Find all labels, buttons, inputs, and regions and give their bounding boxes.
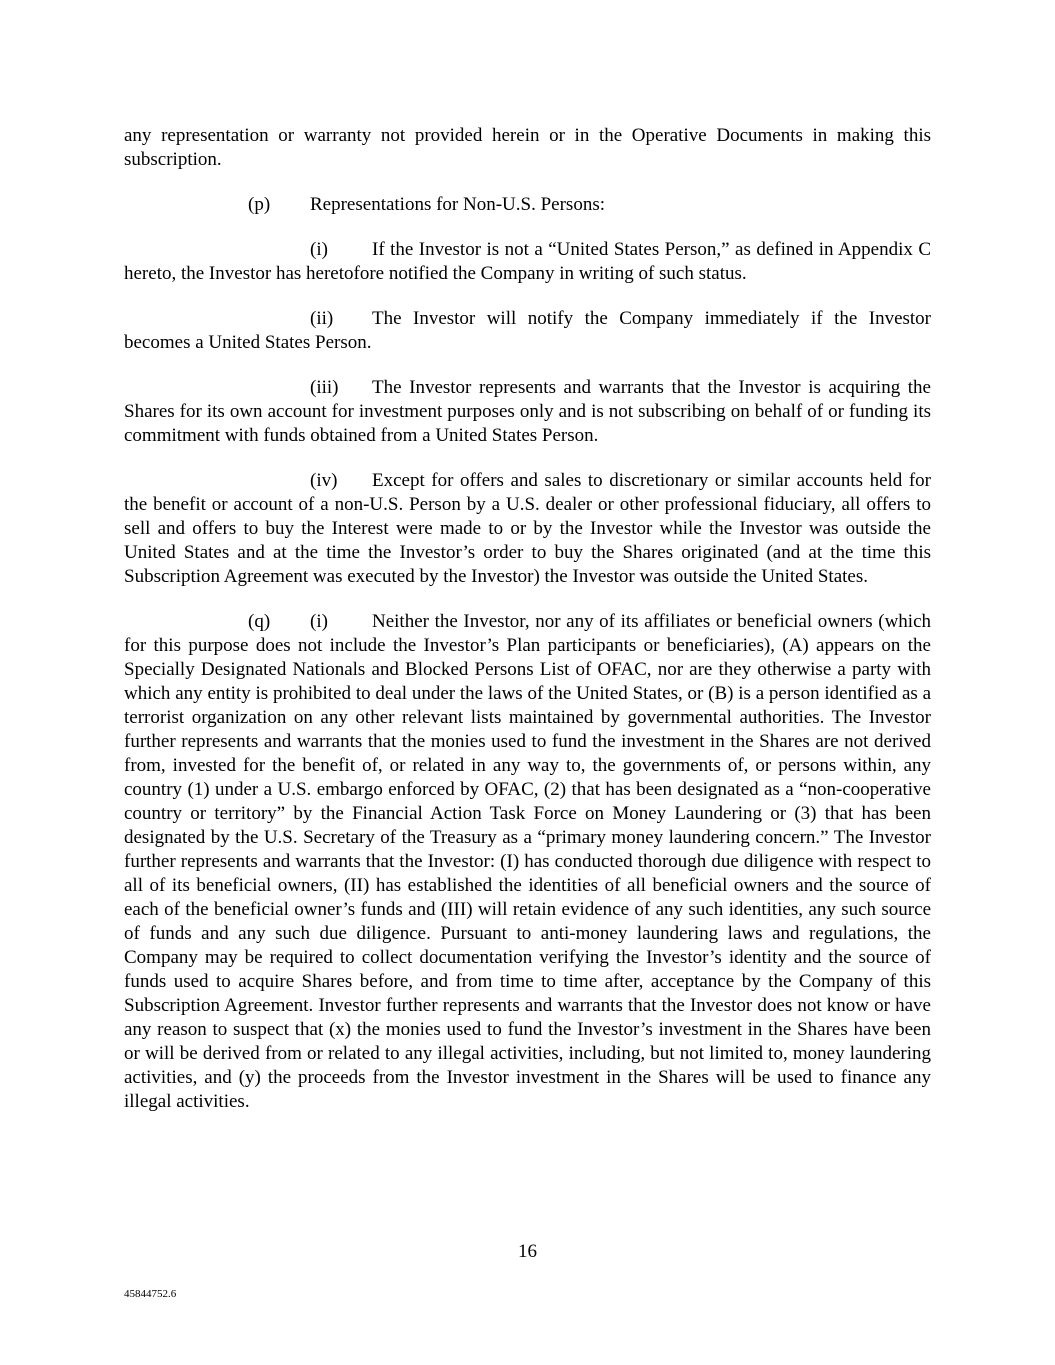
section-p-item-i [124, 238, 931, 286]
item-label: (iii) [310, 377, 339, 398]
section-q-label: (q) [248, 611, 271, 632]
document-body [124, 124, 931, 1135]
document-id: 45844752.6 [124, 1288, 177, 1300]
section-p-title: Representations for Non-U.S. Persons: [310, 194, 605, 215]
item-text: The Investor will notify the Company immediately if the Investor becomes a United States Person. [124, 308, 931, 353]
section-p-heading [124, 193, 931, 217]
item-label: (i) [310, 239, 328, 260]
item-label: (iv) [310, 470, 338, 491]
section-p-item-ii [124, 307, 931, 355]
section-q-text: Neither the Investor, nor any of its affiliates or beneficial owners (which for this purpose does not include the Investor’s Plan participants or beneficiaries), (A) appears on the Specially Designated Nationals and Blocked Persons List of OFAC, nor are they otherwise a party with which any entity is prohibited to deal under the laws of the United States, or (B) is a person identified as a terrorist organization on any other relevant lists maintained by governmental authorities. The Investor further represents and warrants that the monies used to fund the investment in the Shares are not derived from, invested for the benefit of, or related in any way to, the governments of, or persons within, any country (1) under a U.S. embargo enforced by OFAC, (2) that has been designated as a “non-cooperative country or territory” by the Financial Action Task Force on Money Laundering or (3) that has been designated by the U.S. Secretary of the Treasury as a “primary money laundering concern.” The Investor further represents and warrants that the Investor: (I) has conducted thorough due diligence with respect to all of its beneficial owners, (II) has established the identities of all beneficial owners and the source of each of the beneficial owner’s funds and (III) will retain evidence of any such identities, any such source of funds and any such due diligence. Pursuant to anti-money laundering laws and regulations, the Company may be required to collect documentation verifying the Investor’s identity and the source of funds used to acquire Shares before, and from time to time after, acceptance by the Company of this Subscription Agreement. Investor further represents and warrants that the Investor does not know or have any reason to suspect that (x) the monies used to fund the Investor’s investment in the Shares have been or will be derived from or related to any illegal activities, including, but not limited to, money laundering activities, and (y) the proceeds from the Investor investment in the Shares will be used to finance any illegal activities. [124, 611, 931, 1112]
item-text: If the Investor is not a “United States Person,” as defined in Appendix C hereto, the Investor has heretofore notified the Company in writing of such status. [124, 239, 931, 284]
section-p-item-iii [124, 376, 931, 448]
section-p-label: (p) [248, 194, 271, 215]
item-label: (ii) [310, 308, 334, 329]
item-text: Except for offers and sales to discretionary or similar accounts held for the benefit or account of a non-U.S. Person by a U.S. dealer or other professional fiduciary, all offers to sell and offers to buy the Interest were made to or by the Investor while the Investor was outside the United States and at the time the Investor’s order to buy the Shares originated (and at the time this Subscription Agreement was executed by the Investor) the Investor was outside the United States. [124, 470, 931, 587]
carryover-paragraph: any representation or warranty not provided herein or in the Operative Documents in making this subscription. [124, 125, 931, 170]
section-p-item-iv [124, 469, 931, 589]
page-number: 16 [518, 1241, 537, 1262]
item-text: The Investor represents and warrants that the Investor is acquiring the Shares for its own account for investment purposes only and is not subscribing on behalf of or funding its commitment with funds obtained from a United States Person. [124, 377, 931, 446]
section-q-sub-label: (i) [310, 611, 328, 632]
section-q-paragraph [124, 610, 931, 1114]
